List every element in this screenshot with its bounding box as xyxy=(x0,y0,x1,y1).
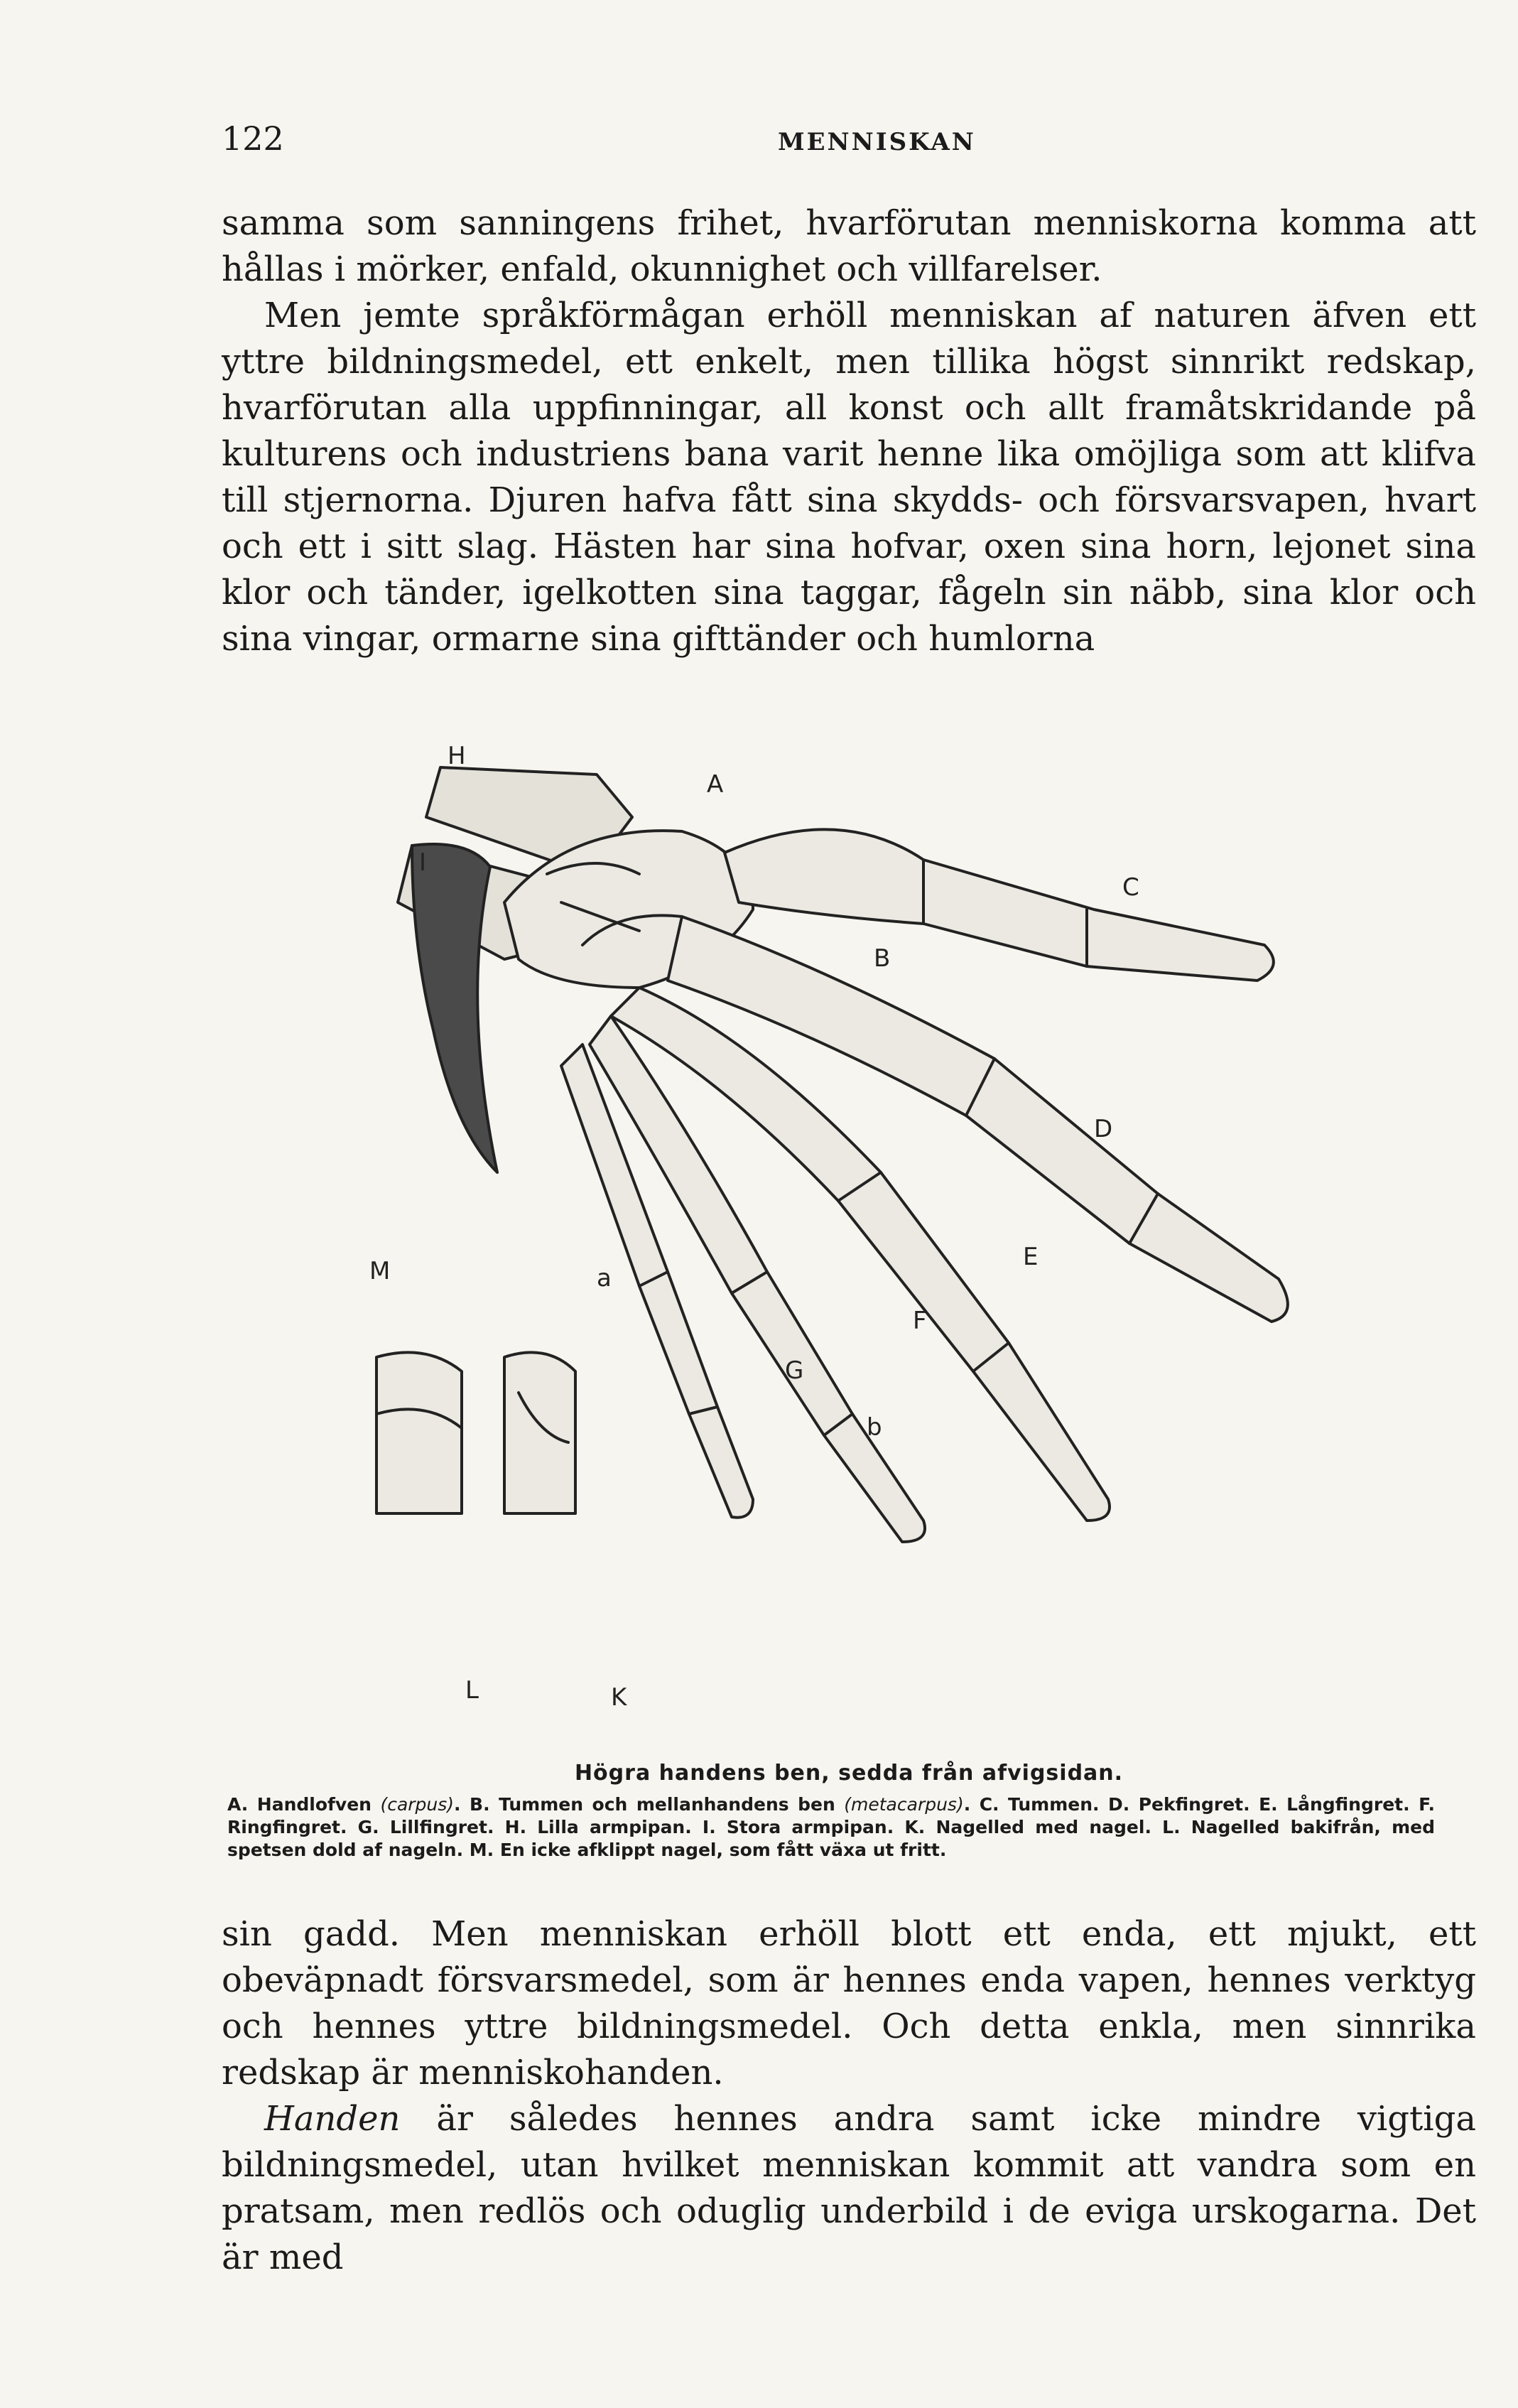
paragraph-2: Men jemte språkförmågan erhöll menniskan af naturen äfven ett yttre bildningsmedel, ett enkelt, men tillika högst sinnrikt redskap, hvarförutan alla uppfinningar, all konst och allt framåtskridande på kulturens och industriens bana varit henne lika omöjliga som att klifva till stjernorna. Djuren hafva fått sina skydds- och försvarsvapen, hvart och ett i sitt slag. Hästen har sina hofvar, oxen sina horn, lejonet sina klor och tänder, igelkotten sina taggar, fågeln sin näbb, sina klor och sina vingar, ormarne sina gifttänder och humlorna xyxy=(222,296,1476,659)
label-b-small: b xyxy=(867,1413,882,1442)
label-i: I xyxy=(419,848,427,877)
running-head: MENNISKAN xyxy=(778,128,976,156)
hand-skeleton-drawing xyxy=(369,732,1364,1741)
emphasis-handen: Handen xyxy=(264,2099,401,2139)
caption-part-italic: (metacarpus) xyxy=(844,1794,964,1815)
label-b: B xyxy=(874,944,891,973)
paragraph-4-rest: är således hennes andra samt icke mindre vigtiga bildningsmedel, utan hvilket menniskan kommit att vandra som en pratsam, men redlös och oduglig underbild i de eviga urskogarna. Det är med xyxy=(222,2099,1476,2277)
label-e: E xyxy=(1023,1243,1039,1271)
caption-part: A. Handlofven xyxy=(227,1794,381,1815)
figure-caption-body xyxy=(227,1793,1435,1862)
body-text-top xyxy=(222,200,1476,662)
paragraph-1: samma som sanningens frihet, hvarförutan menniskorna komma att hållas i mörker, enfald, okunnighet och villfarelser. xyxy=(222,203,1476,289)
caption-part: . C. Tummen. D. Pekfingret. E. Långfingret. F. Ringfingret. G. Lillfingret. H. Lilla armpipan. I. Stora armpipan. K. Nagelled med nagel. L. Nagelled bakifrån, med spetsen dold af nageln. M. En icke afklippt nagel, som fått växa ut fritt. xyxy=(227,1794,1435,1860)
figure-caption-title: Högra handens ben, sedda från afvigsidan. xyxy=(574,1761,1124,1786)
hand-bones-illustration xyxy=(369,732,1364,1741)
paragraph-4 xyxy=(222,2096,1476,2281)
caption-part-italic: (carpus) xyxy=(380,1794,455,1815)
label-h: H xyxy=(448,742,466,770)
paragraph-3: sin gadd. Men menniskan erhöll blott ett enda, ett mjukt, ett obeväpnadt försvarsmedel, som är hennes enda vapen, hennes verktyg och hennes yttre bildningsmedel. Och detta enkla, men sinnrika redskap är menniskohanden. xyxy=(222,1914,1476,2093)
label-m: M xyxy=(369,1257,391,1285)
caption-part: . B. Tummen och mellanhandens ben xyxy=(454,1794,845,1815)
body-text-bottom xyxy=(222,1911,1476,2281)
label-d: D xyxy=(1094,1115,1113,1143)
label-f: F xyxy=(913,1307,927,1335)
label-a-small: a xyxy=(597,1264,612,1292)
label-l: L xyxy=(465,1676,479,1705)
label-g: G xyxy=(785,1356,804,1385)
page-number: 122 xyxy=(222,119,284,158)
label-a: A xyxy=(707,770,724,799)
label-c: C xyxy=(1122,873,1139,902)
label-k: K xyxy=(611,1683,627,1712)
